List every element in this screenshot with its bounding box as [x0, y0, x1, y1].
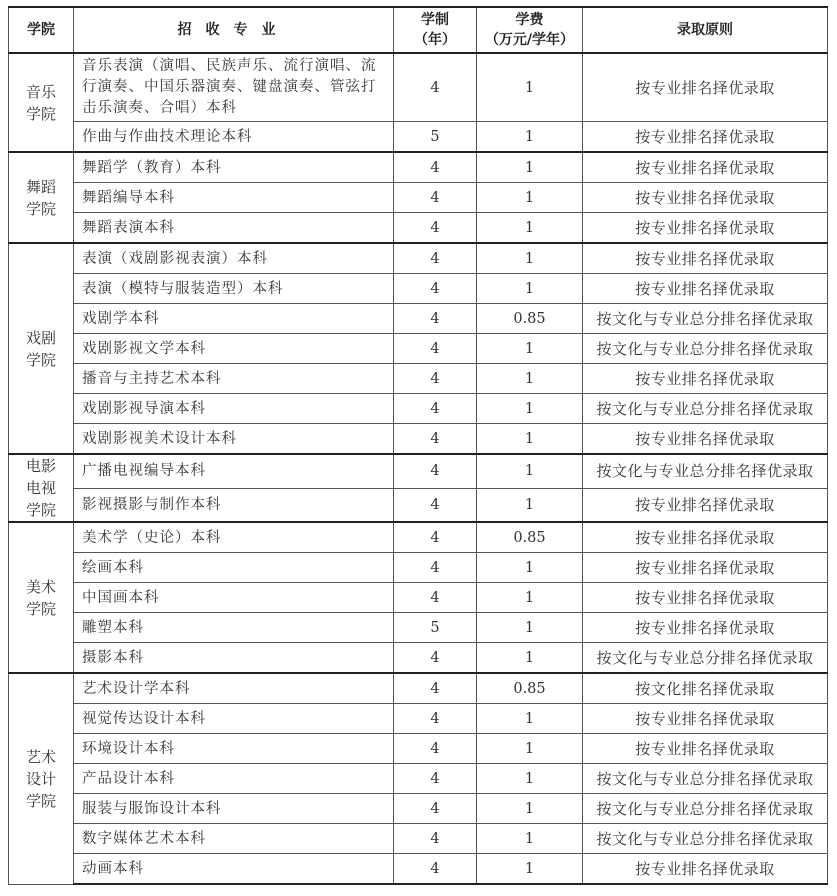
principle-cell: 按专业排名择优录取 [583, 243, 828, 274]
fee-cell: 1 [477, 764, 583, 794]
fee-cell: 1 [477, 213, 583, 244]
table-body [9, 53, 828, 884]
principle-cell: 按专业排名择优录取 [583, 274, 828, 304]
admissions-table-container [8, 6, 828, 885]
major-cell: 摄影本科 [74, 643, 394, 674]
fee-cell: 1 [477, 553, 583, 583]
table-row [9, 394, 828, 424]
fee-cell: 1 [477, 794, 583, 824]
table-row [9, 734, 828, 764]
major-cell: 雕塑本科 [74, 613, 394, 643]
fee-cell: 1 [477, 704, 583, 734]
major-cell: 戏剧影视文学本科 [74, 334, 394, 364]
principle-cell: 按文化与专业总分排名择优录取 [583, 304, 828, 334]
years-cell: 4 [394, 673, 477, 704]
years-cell: 4 [394, 334, 477, 364]
years-cell: 4 [394, 152, 477, 183]
major-cell: 视觉传达设计本科 [74, 704, 394, 734]
table-row [9, 183, 828, 213]
major-cell: 戏剧学本科 [74, 304, 394, 334]
major-cell: 音乐表演（演唱、民族声乐、流行演唱、流行演奏、中国乐器演奏、键盘演奏、管弦打击乐演奏、合唱）本科 [74, 53, 394, 122]
table-row [9, 613, 828, 643]
major-cell: 表演（模特与服装造型）本科 [74, 274, 394, 304]
principle-cell: 按专业排名择优录取 [583, 213, 828, 244]
principle-cell: 按专业排名择优录取 [583, 183, 828, 213]
table-row [9, 454, 828, 488]
major-cell: 表演（戏剧影视表演）本科 [74, 243, 394, 274]
major-cell: 产品设计本科 [74, 764, 394, 794]
years-cell: 4 [394, 213, 477, 244]
years-cell: 4 [394, 824, 477, 854]
table-row [9, 488, 828, 522]
table-row [9, 243, 828, 274]
fee-cell: 1 [477, 643, 583, 674]
major-cell: 作曲与作曲技术理论本科 [74, 122, 394, 153]
principle-cell: 按文化与专业总分排名择优录取 [583, 454, 828, 488]
table-row [9, 854, 828, 885]
fee-cell: 1 [477, 583, 583, 613]
fee-cell: 0.85 [477, 673, 583, 704]
fee-cell: 1 [477, 854, 583, 885]
table-row [9, 122, 828, 153]
principle-cell: 按专业排名择优录取 [583, 583, 828, 613]
major-cell: 服装与服饰设计本科 [74, 794, 394, 824]
header-principle: 录取原则 [583, 7, 828, 53]
fee-cell: 1 [477, 824, 583, 854]
years-cell: 4 [394, 794, 477, 824]
table-row [9, 53, 828, 122]
college-cell: 艺术 设计 学院 [9, 673, 74, 884]
years-cell: 4 [394, 454, 477, 488]
principle-cell: 按专业排名择优录取 [583, 854, 828, 885]
major-cell: 舞蹈学（教育）本科 [74, 152, 394, 183]
table-row [9, 152, 828, 183]
principle-cell: 按文化与专业总分排名择优录取 [583, 643, 828, 674]
major-cell: 中国画本科 [74, 583, 394, 613]
major-cell: 动画本科 [74, 854, 394, 885]
major-cell: 戏剧影视美术设计本科 [74, 424, 394, 455]
table-row [9, 274, 828, 304]
major-cell: 影视摄影与制作本科 [74, 488, 394, 522]
principle-cell: 按专业排名择优录取 [583, 553, 828, 583]
years-cell: 4 [394, 364, 477, 394]
header-major: 招收专业 [74, 7, 394, 53]
fee-cell: 1 [477, 183, 583, 213]
principle-cell: 按文化与专业总分排名择优录取 [583, 764, 828, 794]
college-cell: 电影 电视 学院 [9, 454, 74, 522]
fee-cell: 1 [477, 122, 583, 153]
major-cell: 舞蹈编导本科 [74, 183, 394, 213]
principle-cell: 按专业排名择优录取 [583, 613, 828, 643]
years-cell: 4 [394, 553, 477, 583]
fee-cell: 1 [477, 424, 583, 455]
fee-cell: 1 [477, 152, 583, 183]
principle-cell: 按文化与专业总分排名择优录取 [583, 334, 828, 364]
table-row [9, 824, 828, 854]
table-header [9, 7, 828, 53]
years-cell: 5 [394, 122, 477, 153]
fee-cell: 1 [477, 734, 583, 764]
principle-cell: 按专业排名择优录取 [583, 424, 828, 455]
principle-cell: 按专业排名择优录取 [583, 122, 828, 153]
major-cell: 环境设计本科 [74, 734, 394, 764]
years-cell: 4 [394, 274, 477, 304]
fee-cell: 0.85 [477, 522, 583, 553]
table-row [9, 334, 828, 364]
header-college: 学院 [9, 7, 74, 53]
fee-cell: 1 [477, 394, 583, 424]
years-cell: 4 [394, 764, 477, 794]
years-cell: 4 [394, 734, 477, 764]
principle-cell: 按专业排名择优录取 [583, 53, 828, 122]
years-cell: 4 [394, 394, 477, 424]
major-cell: 舞蹈表演本科 [74, 213, 394, 244]
years-cell: 5 [394, 613, 477, 643]
table-row [9, 522, 828, 553]
fee-cell: 1 [477, 364, 583, 394]
fee-cell: 1 [477, 53, 583, 122]
principle-cell: 按专业排名择优录取 [583, 488, 828, 522]
years-cell: 4 [394, 522, 477, 553]
college-cell: 戏剧 学院 [9, 243, 74, 454]
principle-cell: 按文化与专业总分排名择优录取 [583, 394, 828, 424]
years-cell: 4 [394, 183, 477, 213]
table-row [9, 424, 828, 455]
major-cell: 戏剧影视导演本科 [74, 394, 394, 424]
fee-cell: 1 [477, 274, 583, 304]
table-row [9, 553, 828, 583]
table-row [9, 673, 828, 704]
major-cell: 艺术设计学本科 [74, 673, 394, 704]
years-cell: 4 [394, 53, 477, 122]
principle-cell: 按专业排名择优录取 [583, 734, 828, 764]
table-row [9, 304, 828, 334]
fee-cell: 1 [477, 334, 583, 364]
principle-cell: 按文化与专业总分排名择优录取 [583, 794, 828, 824]
years-cell: 4 [394, 304, 477, 334]
college-cell: 美术 学院 [9, 522, 74, 673]
years-cell: 4 [394, 488, 477, 522]
years-cell: 4 [394, 854, 477, 885]
years-cell: 4 [394, 583, 477, 613]
major-cell: 数字媒体艺术本科 [74, 824, 394, 854]
admissions-table [8, 6, 828, 885]
principle-cell: 按专业排名择优录取 [583, 364, 828, 394]
principle-cell: 按专业排名择优录取 [583, 704, 828, 734]
header-years: 学制 （年） [394, 7, 477, 53]
college-cell: 舞蹈 学院 [9, 152, 74, 243]
fee-cell: 1 [477, 613, 583, 643]
major-cell: 美术学（史论）本科 [74, 522, 394, 553]
table-row [9, 643, 828, 674]
years-cell: 4 [394, 243, 477, 274]
years-cell: 4 [394, 704, 477, 734]
major-cell: 播音与主持艺术本科 [74, 364, 394, 394]
table-row [9, 704, 828, 734]
header-fee: 学费 （万元/学年） [477, 7, 583, 53]
fee-cell: 0.85 [477, 304, 583, 334]
fee-cell: 1 [477, 243, 583, 274]
principle-cell: 按专业排名择优录取 [583, 522, 828, 553]
major-cell: 广播电视编导本科 [74, 454, 394, 488]
table-row [9, 794, 828, 824]
years-cell: 4 [394, 424, 477, 455]
principle-cell: 按文化与专业总分排名择优录取 [583, 824, 828, 854]
major-cell: 绘画本科 [74, 553, 394, 583]
table-row [9, 364, 828, 394]
table-row [9, 213, 828, 244]
table-row [9, 583, 828, 613]
college-cell: 音乐 学院 [9, 53, 74, 152]
principle-cell: 按专业排名择优录取 [583, 152, 828, 183]
years-cell: 4 [394, 643, 477, 674]
principle-cell: 按文化排名择优录取 [583, 673, 828, 704]
fee-cell: 1 [477, 488, 583, 522]
table-row [9, 764, 828, 794]
fee-cell: 1 [477, 454, 583, 488]
